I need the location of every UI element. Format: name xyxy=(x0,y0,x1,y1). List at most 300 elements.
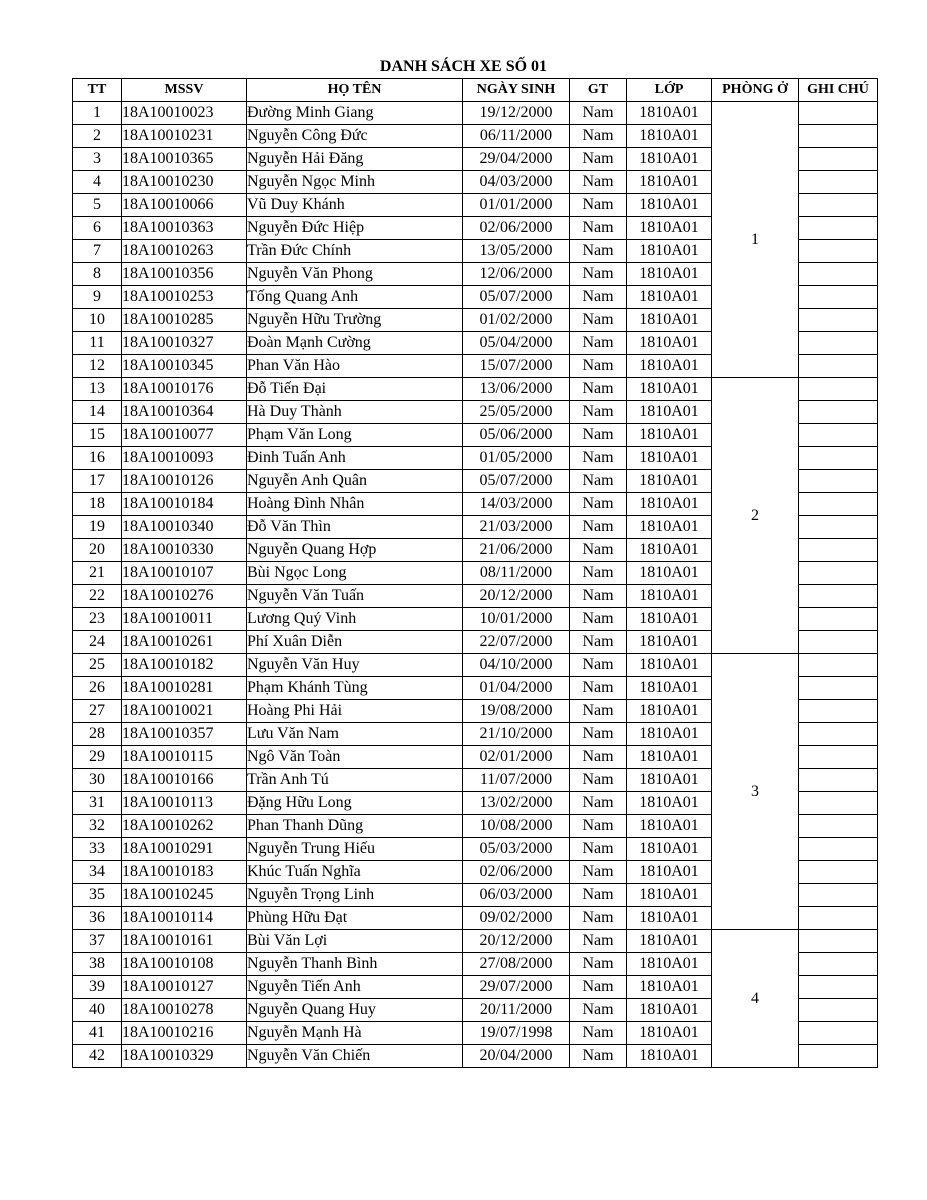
cell-name: Nguyễn Hữu Trường xyxy=(247,309,463,332)
cell-note xyxy=(799,654,878,677)
cell-class: 1810A01 xyxy=(627,585,712,608)
cell-gender: Nam xyxy=(570,125,627,148)
cell-dob: 04/10/2000 xyxy=(463,654,570,677)
cell-gender: Nam xyxy=(570,608,627,631)
cell-name: Nguyễn Trung Hiếu xyxy=(247,838,463,861)
cell-tt: 9 xyxy=(73,286,122,309)
cell-name: Tống Quang Anh xyxy=(247,286,463,309)
cell-gender: Nam xyxy=(570,332,627,355)
cell-note xyxy=(799,930,878,953)
cell-name: Nguyễn Ngọc Minh xyxy=(247,171,463,194)
cell-gender: Nam xyxy=(570,999,627,1022)
header-note: GHI CHÚ xyxy=(799,79,878,102)
cell-mssv: 18A10010245 xyxy=(122,884,247,907)
cell-room: 4 xyxy=(712,930,799,1068)
cell-mssv: 18A10010356 xyxy=(122,263,247,286)
cell-room: 3 xyxy=(712,654,799,930)
cell-name: Phan Thanh Dũng xyxy=(247,815,463,838)
cell-name: Trần Anh Tú xyxy=(247,769,463,792)
cell-mssv: 18A10010330 xyxy=(122,539,247,562)
cell-class: 1810A01 xyxy=(627,907,712,930)
cell-name: Nguyễn Văn Chiến xyxy=(247,1045,463,1068)
cell-gender: Nam xyxy=(570,677,627,700)
cell-class: 1810A01 xyxy=(627,999,712,1022)
cell-note xyxy=(799,171,878,194)
cell-tt: 19 xyxy=(73,516,122,539)
cell-gender: Nam xyxy=(570,470,627,493)
cell-mssv: 18A10010363 xyxy=(122,217,247,240)
cell-gender: Nam xyxy=(570,723,627,746)
cell-name: Đỗ Tiến Đại xyxy=(247,378,463,401)
cell-dob: 09/02/2000 xyxy=(463,907,570,930)
cell-class: 1810A01 xyxy=(627,470,712,493)
cell-class: 1810A01 xyxy=(627,608,712,631)
cell-tt: 13 xyxy=(73,378,122,401)
cell-mssv: 18A10010231 xyxy=(122,125,247,148)
cell-mssv: 18A10010345 xyxy=(122,355,247,378)
cell-class: 1810A01 xyxy=(627,171,712,194)
cell-mssv: 18A10010183 xyxy=(122,861,247,884)
cell-name: Khúc Tuấn Nghĩa xyxy=(247,861,463,884)
cell-note xyxy=(799,907,878,930)
cell-tt: 20 xyxy=(73,539,122,562)
cell-note xyxy=(799,401,878,424)
cell-gender: Nam xyxy=(570,447,627,470)
cell-mssv: 18A10010261 xyxy=(122,631,247,654)
cell-gender: Nam xyxy=(570,171,627,194)
cell-tt: 29 xyxy=(73,746,122,769)
cell-name: Nguyễn Quang Huy xyxy=(247,999,463,1022)
cell-name: Nguyễn Văn Tuấn xyxy=(247,585,463,608)
cell-tt: 1 xyxy=(73,102,122,125)
cell-note xyxy=(799,631,878,654)
cell-mssv: 18A10010216 xyxy=(122,1022,247,1045)
cell-note xyxy=(799,516,878,539)
cell-name: Phạm Khánh Tùng xyxy=(247,677,463,700)
cell-class: 1810A01 xyxy=(627,976,712,999)
cell-dob: 01/05/2000 xyxy=(463,447,570,470)
cell-name: Lương Quý Vinh xyxy=(247,608,463,631)
cell-tt: 14 xyxy=(73,401,122,424)
cell-room: 1 xyxy=(712,102,799,378)
cell-note xyxy=(799,470,878,493)
cell-mssv: 18A10010113 xyxy=(122,792,247,815)
cell-gender: Nam xyxy=(570,217,627,240)
cell-mssv: 18A10010262 xyxy=(122,815,247,838)
cell-class: 1810A01 xyxy=(627,654,712,677)
cell-gender: Nam xyxy=(570,746,627,769)
cell-mssv: 18A10010281 xyxy=(122,677,247,700)
cell-note xyxy=(799,194,878,217)
cell-dob: 13/05/2000 xyxy=(463,240,570,263)
cell-dob: 21/10/2000 xyxy=(463,723,570,746)
cell-tt: 23 xyxy=(73,608,122,631)
cell-name: Nguyễn Đức Hiệp xyxy=(247,217,463,240)
cell-mssv: 18A10010107 xyxy=(122,562,247,585)
cell-mssv: 18A10010253 xyxy=(122,286,247,309)
cell-name: Nguyễn Mạnh Hà xyxy=(247,1022,463,1045)
cell-tt: 15 xyxy=(73,424,122,447)
cell-dob: 01/01/2000 xyxy=(463,194,570,217)
cell-mssv: 18A10010365 xyxy=(122,148,247,171)
cell-tt: 38 xyxy=(73,953,122,976)
cell-dob: 02/06/2000 xyxy=(463,861,570,884)
cell-note xyxy=(799,263,878,286)
header-gender: GT xyxy=(570,79,627,102)
cell-note xyxy=(799,424,878,447)
cell-gender: Nam xyxy=(570,148,627,171)
cell-dob: 05/04/2000 xyxy=(463,332,570,355)
cell-name: Đường Minh Giang xyxy=(247,102,463,125)
cell-tt: 21 xyxy=(73,562,122,585)
cell-dob: 19/12/2000 xyxy=(463,102,570,125)
cell-tt: 3 xyxy=(73,148,122,171)
cell-class: 1810A01 xyxy=(627,700,712,723)
cell-mssv: 18A10010340 xyxy=(122,516,247,539)
cell-mssv: 18A10010166 xyxy=(122,769,247,792)
cell-class: 1810A01 xyxy=(627,1045,712,1068)
cell-note xyxy=(799,1022,878,1045)
cell-mssv: 18A10010066 xyxy=(122,194,247,217)
cell-dob: 13/06/2000 xyxy=(463,378,570,401)
cell-class: 1810A01 xyxy=(627,562,712,585)
cell-class: 1810A01 xyxy=(627,378,712,401)
cell-tt: 35 xyxy=(73,884,122,907)
cell-name: Nguyễn Tiến Anh xyxy=(247,976,463,999)
cell-class: 1810A01 xyxy=(627,401,712,424)
cell-gender: Nam xyxy=(570,493,627,516)
cell-tt: 16 xyxy=(73,447,122,470)
cell-note xyxy=(799,815,878,838)
cell-tt: 25 xyxy=(73,654,122,677)
cell-note xyxy=(799,861,878,884)
cell-note xyxy=(799,1045,878,1068)
cell-tt: 32 xyxy=(73,815,122,838)
cell-gender: Nam xyxy=(570,631,627,654)
cell-tt: 40 xyxy=(73,999,122,1022)
cell-note xyxy=(799,493,878,516)
header-name: HỌ TÊN xyxy=(247,79,463,102)
cell-gender: Nam xyxy=(570,263,627,286)
cell-dob: 04/03/2000 xyxy=(463,171,570,194)
cell-gender: Nam xyxy=(570,539,627,562)
cell-dob: 01/02/2000 xyxy=(463,309,570,332)
cell-gender: Nam xyxy=(570,838,627,861)
cell-gender: Nam xyxy=(570,861,627,884)
cell-tt: 26 xyxy=(73,677,122,700)
cell-dob: 02/06/2000 xyxy=(463,217,570,240)
cell-dob: 10/01/2000 xyxy=(463,608,570,631)
header-dob: NGÀY SINH xyxy=(463,79,570,102)
cell-gender: Nam xyxy=(570,792,627,815)
cell-mssv: 18A10010230 xyxy=(122,171,247,194)
cell-class: 1810A01 xyxy=(627,677,712,700)
cell-mssv: 18A10010021 xyxy=(122,700,247,723)
cell-tt: 34 xyxy=(73,861,122,884)
cell-mssv: 18A10010184 xyxy=(122,493,247,516)
cell-class: 1810A01 xyxy=(627,930,712,953)
cell-dob: 29/07/2000 xyxy=(463,976,570,999)
cell-note xyxy=(799,999,878,1022)
cell-dob: 05/03/2000 xyxy=(463,838,570,861)
cell-note xyxy=(799,608,878,631)
cell-dob: 22/07/2000 xyxy=(463,631,570,654)
cell-class: 1810A01 xyxy=(627,309,712,332)
cell-mssv: 18A10010093 xyxy=(122,447,247,470)
cell-gender: Nam xyxy=(570,930,627,953)
cell-class: 1810A01 xyxy=(627,792,712,815)
cell-class: 1810A01 xyxy=(627,746,712,769)
cell-class: 1810A01 xyxy=(627,953,712,976)
cell-class: 1810A01 xyxy=(627,286,712,309)
cell-gender: Nam xyxy=(570,585,627,608)
cell-gender: Nam xyxy=(570,102,627,125)
cell-mssv: 18A10010329 xyxy=(122,1045,247,1068)
cell-note xyxy=(799,309,878,332)
cell-room: 2 xyxy=(712,378,799,654)
cell-name: Nguyễn Anh Quân xyxy=(247,470,463,493)
cell-note xyxy=(799,332,878,355)
cell-note xyxy=(799,217,878,240)
cell-dob: 29/04/2000 xyxy=(463,148,570,171)
cell-name: Phan Văn Hào xyxy=(247,355,463,378)
cell-note xyxy=(799,746,878,769)
cell-note xyxy=(799,148,878,171)
cell-note xyxy=(799,838,878,861)
table-row xyxy=(73,378,878,401)
cell-tt: 22 xyxy=(73,585,122,608)
cell-tt: 28 xyxy=(73,723,122,746)
cell-class: 1810A01 xyxy=(627,815,712,838)
cell-tt: 27 xyxy=(73,700,122,723)
cell-mssv: 18A10010291 xyxy=(122,838,247,861)
cell-tt: 5 xyxy=(73,194,122,217)
cell-gender: Nam xyxy=(570,815,627,838)
cell-dob: 20/11/2000 xyxy=(463,999,570,1022)
cell-mssv: 18A10010126 xyxy=(122,470,247,493)
cell-dob: 02/01/2000 xyxy=(463,746,570,769)
cell-name: Phùng Hữu Đạt xyxy=(247,907,463,930)
cell-mssv: 18A10010023 xyxy=(122,102,247,125)
cell-note xyxy=(799,102,878,125)
cell-mssv: 18A10010364 xyxy=(122,401,247,424)
cell-class: 1810A01 xyxy=(627,539,712,562)
cell-class: 1810A01 xyxy=(627,263,712,286)
cell-tt: 41 xyxy=(73,1022,122,1045)
table-row xyxy=(73,930,878,953)
table-row xyxy=(73,654,878,677)
cell-mssv: 18A10010114 xyxy=(122,907,247,930)
page-title: DANH SÁCH XE SỐ 01 xyxy=(379,58,548,75)
cell-name: Nguyễn Trọng Linh xyxy=(247,884,463,907)
cell-note xyxy=(799,286,878,309)
cell-gender: Nam xyxy=(570,286,627,309)
cell-gender: Nam xyxy=(570,769,627,792)
cell-name: Nguyễn Công Đức xyxy=(247,125,463,148)
cell-dob: 13/02/2000 xyxy=(463,792,570,815)
cell-note xyxy=(799,125,878,148)
cell-dob: 25/05/2000 xyxy=(463,401,570,424)
cell-note xyxy=(799,585,878,608)
cell-name: Vũ Duy Khánh xyxy=(247,194,463,217)
cell-name: Trần Đức Chính xyxy=(247,240,463,263)
cell-tt: 2 xyxy=(73,125,122,148)
cell-class: 1810A01 xyxy=(627,194,712,217)
cell-note xyxy=(799,700,878,723)
cell-gender: Nam xyxy=(570,1045,627,1068)
cell-class: 1810A01 xyxy=(627,838,712,861)
cell-tt: 24 xyxy=(73,631,122,654)
cell-tt: 33 xyxy=(73,838,122,861)
cell-mssv: 18A10010127 xyxy=(122,976,247,999)
cell-dob: 19/07/1998 xyxy=(463,1022,570,1045)
cell-dob: 20/12/2000 xyxy=(463,930,570,953)
cell-name: Đinh Tuấn Anh xyxy=(247,447,463,470)
cell-class: 1810A01 xyxy=(627,447,712,470)
cell-tt: 12 xyxy=(73,355,122,378)
cell-name: Đỗ Văn Thìn xyxy=(247,516,463,539)
cell-mssv: 18A10010285 xyxy=(122,309,247,332)
cell-gender: Nam xyxy=(570,953,627,976)
cell-dob: 10/08/2000 xyxy=(463,815,570,838)
cell-tt: 30 xyxy=(73,769,122,792)
cell-mssv: 18A10010011 xyxy=(122,608,247,631)
cell-note xyxy=(799,792,878,815)
cell-class: 1810A01 xyxy=(627,631,712,654)
cell-name: Đặng Hữu Long xyxy=(247,792,463,815)
cell-tt: 6 xyxy=(73,217,122,240)
cell-dob: 11/07/2000 xyxy=(463,769,570,792)
cell-mssv: 18A10010182 xyxy=(122,654,247,677)
cell-dob: 19/08/2000 xyxy=(463,700,570,723)
cell-tt: 39 xyxy=(73,976,122,999)
cell-dob: 05/07/2000 xyxy=(463,286,570,309)
cell-mssv: 18A10010357 xyxy=(122,723,247,746)
cell-note xyxy=(799,976,878,999)
student-list-table xyxy=(72,78,878,1068)
cell-name: Bùi Ngọc Long xyxy=(247,562,463,585)
cell-gender: Nam xyxy=(570,700,627,723)
cell-dob: 21/06/2000 xyxy=(463,539,570,562)
cell-dob: 15/07/2000 xyxy=(463,355,570,378)
cell-class: 1810A01 xyxy=(627,723,712,746)
cell-gender: Nam xyxy=(570,562,627,585)
cell-note xyxy=(799,240,878,263)
cell-dob: 20/04/2000 xyxy=(463,1045,570,1068)
cell-class: 1810A01 xyxy=(627,424,712,447)
cell-class: 1810A01 xyxy=(627,355,712,378)
cell-dob: 05/06/2000 xyxy=(463,424,570,447)
cell-class: 1810A01 xyxy=(627,1022,712,1045)
cell-class: 1810A01 xyxy=(627,102,712,125)
cell-tt: 42 xyxy=(73,1045,122,1068)
cell-class: 1810A01 xyxy=(627,217,712,240)
header-mssv: MSSV xyxy=(122,79,247,102)
cell-gender: Nam xyxy=(570,355,627,378)
cell-tt: 37 xyxy=(73,930,122,953)
cell-note xyxy=(799,884,878,907)
cell-tt: 18 xyxy=(73,493,122,516)
cell-gender: Nam xyxy=(570,240,627,263)
cell-note xyxy=(799,769,878,792)
cell-mssv: 18A10010276 xyxy=(122,585,247,608)
table-row xyxy=(73,102,878,125)
cell-mssv: 18A10010176 xyxy=(122,378,247,401)
cell-name: Nguyễn Thanh Bình xyxy=(247,953,463,976)
cell-class: 1810A01 xyxy=(627,125,712,148)
cell-mssv: 18A10010263 xyxy=(122,240,247,263)
cell-name: Hoàng Đình Nhân xyxy=(247,493,463,516)
cell-mssv: 18A10010161 xyxy=(122,930,247,953)
header-class: LỚP xyxy=(627,79,712,102)
cell-class: 1810A01 xyxy=(627,332,712,355)
cell-gender: Nam xyxy=(570,907,627,930)
cell-name: Bùi Văn Lợi xyxy=(247,930,463,953)
cell-gender: Nam xyxy=(570,378,627,401)
cell-class: 1810A01 xyxy=(627,148,712,171)
cell-mssv: 18A10010108 xyxy=(122,953,247,976)
cell-tt: 7 xyxy=(73,240,122,263)
cell-class: 1810A01 xyxy=(627,769,712,792)
cell-class: 1810A01 xyxy=(627,861,712,884)
cell-note xyxy=(799,953,878,976)
cell-note xyxy=(799,447,878,470)
cell-gender: Nam xyxy=(570,194,627,217)
cell-name: Phí Xuân Diễn xyxy=(247,631,463,654)
cell-note xyxy=(799,355,878,378)
cell-gender: Nam xyxy=(570,884,627,907)
cell-class: 1810A01 xyxy=(627,884,712,907)
cell-gender: Nam xyxy=(570,401,627,424)
cell-gender: Nam xyxy=(570,1022,627,1045)
cell-gender: Nam xyxy=(570,309,627,332)
cell-tt: 31 xyxy=(73,792,122,815)
cell-note xyxy=(799,677,878,700)
cell-class: 1810A01 xyxy=(627,516,712,539)
cell-dob: 27/08/2000 xyxy=(463,953,570,976)
cell-gender: Nam xyxy=(570,424,627,447)
cell-note xyxy=(799,539,878,562)
cell-name: Hoàng Phi Hải xyxy=(247,700,463,723)
cell-dob: 20/12/2000 xyxy=(463,585,570,608)
cell-name: Đoàn Mạnh Cường xyxy=(247,332,463,355)
header-row xyxy=(73,79,878,102)
cell-note xyxy=(799,562,878,585)
cell-tt: 36 xyxy=(73,907,122,930)
cell-class: 1810A01 xyxy=(627,493,712,516)
cell-name: Ngô Văn Toàn xyxy=(247,746,463,769)
cell-tt: 10 xyxy=(73,309,122,332)
cell-mssv: 18A10010278 xyxy=(122,999,247,1022)
cell-dob: 21/03/2000 xyxy=(463,516,570,539)
cell-name: Lưu Văn Nam xyxy=(247,723,463,746)
header-tt: TT xyxy=(73,79,122,102)
cell-class: 1810A01 xyxy=(627,240,712,263)
cell-dob: 05/07/2000 xyxy=(463,470,570,493)
cell-name: Nguyễn Hải Đăng xyxy=(247,148,463,171)
cell-mssv: 18A10010115 xyxy=(122,746,247,769)
cell-note xyxy=(799,378,878,401)
cell-dob: 12/06/2000 xyxy=(463,263,570,286)
cell-dob: 06/11/2000 xyxy=(463,125,570,148)
cell-name: Nguyễn Văn Phong xyxy=(247,263,463,286)
cell-dob: 14/03/2000 xyxy=(463,493,570,516)
cell-tt: 8 xyxy=(73,263,122,286)
cell-gender: Nam xyxy=(570,976,627,999)
cell-name: Nguyễn Văn Huy xyxy=(247,654,463,677)
cell-dob: 06/03/2000 xyxy=(463,884,570,907)
cell-mssv: 18A10010077 xyxy=(122,424,247,447)
